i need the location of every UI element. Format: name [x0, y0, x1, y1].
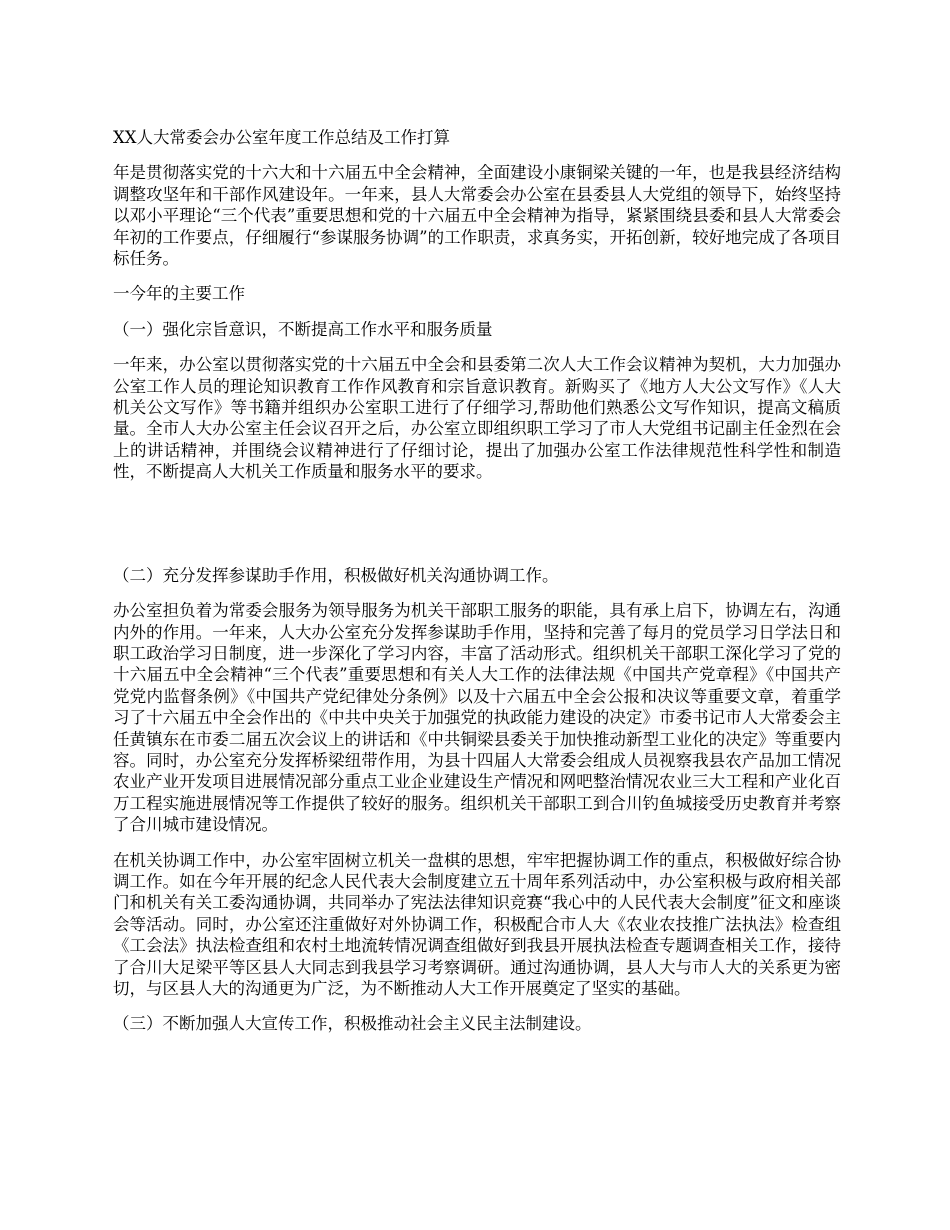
subsection-heading-3: （三）不断加强人大宣传工作，积极推动社会主义民主法制建设。 — [113, 1014, 592, 1034]
section-heading-main-work: 一今年的主要工作 — [113, 284, 245, 304]
subsection-1-paragraph: 一年来，办公室以贯彻落实党的十六届五中全会和县委第二次人大工作会议精神为契机，大力加强办公室工作人员的理论知识教育工作作风教育和宗旨意识教育。新购买了《地方人大公文写作》《人大机关公文写作》等书籍并组织办公室职工进行了仔细学习,帮助他们熟悉公文写作知识，提高文稿质量。全市人大办公室主任会议召开之后，办公室立即组织职工学习了市人大党组书记副主任金烈在会上的讲话精神，并围绕会议精神进行了仔细讨论，提出了加强办公室工作法律规范性科学性和制造性，不断提高人大机关工作质量和服务水平的要求。 — [113, 355, 841, 482]
intro-paragraph: 年是贯彻落实党的十六大和十六届五中全会精神，全面建设小康铜梁关键的一年，也是我县经济结构调整攻坚年和干部作风建设年。一年来，县人大常委会办公室在县委县人大党组的领导下，始终坚持以邓小平理论“三个代表”重要思想和党的十六届五中全会精神为指导，紧紧围绕县委和县人大常委会年初的工作要点，仔细履行“参谋服务协调”的工作职责，求真务实，开拓创新，较好地完成了各项目标任务。 — [113, 163, 841, 269]
document-page — [113, 127, 841, 1049]
document-title: XX人大常委会办公室年度工作总结及工作打算 — [113, 128, 450, 147]
subsection-heading-1: （一）强化宗旨意识，不断提高工作水平和服务质量 — [113, 319, 493, 339]
subsection-2-paragraph-2: 在机关协调工作中，办公室牢固树立机关一盘棋的思想，牢牢把握协调工作的重点，积极做好综合协调工作。如在今年开展的纪念人民代表大会制度建立五十周年系列活动中，办公室积极与政府相关部门和机关有关工委沟通协调，共同举办了宪法法律知识竞赛“我心中的人民代表大会制度”征文和座谈会等活动。同时，办公室还注重做好对外协调工作，积极配合市人大《农业农技推广法执法》检查组《工会法》执法检查组和农村土地流转情况调查组做好到我县开展执法检查专题调查相关工作，接待了合川大足梁平等区县人大同志到我县学习考察调研。通过沟通协调，县人大与市人大的关系更为密切，与区县人大的沟通更为广泛，为不断推动人大工作开展奠定了坚实的基础。 — [113, 850, 841, 998]
subsection-heading-2: （二）充分发挥参谋助手作用，积极做好机关沟通协调工作。 — [113, 565, 559, 585]
subsection-2-paragraph-1: 办公室担负着为常委会服务为领导服务为机关干部职工服务的职能，具有承上启下，协调左右，沟通内外的作用。一年来，人大办公室充分发挥参谋助手作用，坚持和完善了每月的党员学习日学法日和职工政治学习日制度，进一步深化了学习内容，丰富了活动形式。组织机关干部职工深化学习了党的十六届五中全会精神“三个代表”重要思想和有关人大工作的法律法规《中国共产党章程》《中国共产党党内监督条例》《中国共产党纪律处分条例》以及十六届五中全会公报和决议等重要文章，着重学习了十六届五中全会作出的《中共中央关于加强党的执政能力建设的决定》市委书记市人大常委会主任黄镇东在市委二届五次会议上的讲话和《中共铜梁县委关于加快推动新型工业化的决定》等重要内容。同时，办公室充分发挥桥梁纽带作用，为县十四届人大常委会组成人员视察我县农产品加工情况农业产业开发项目进展情况部分重点工业企业建设生产情况和网吧整治情况农业三大工程和产业化百万工程实施进展情况等工作提供了较好的服务。组织机关干部职工到合川钓鱼城接受历史教育并考察了合川城市建设情况。 — [113, 601, 841, 835]
blank-gap — [113, 497, 841, 565]
